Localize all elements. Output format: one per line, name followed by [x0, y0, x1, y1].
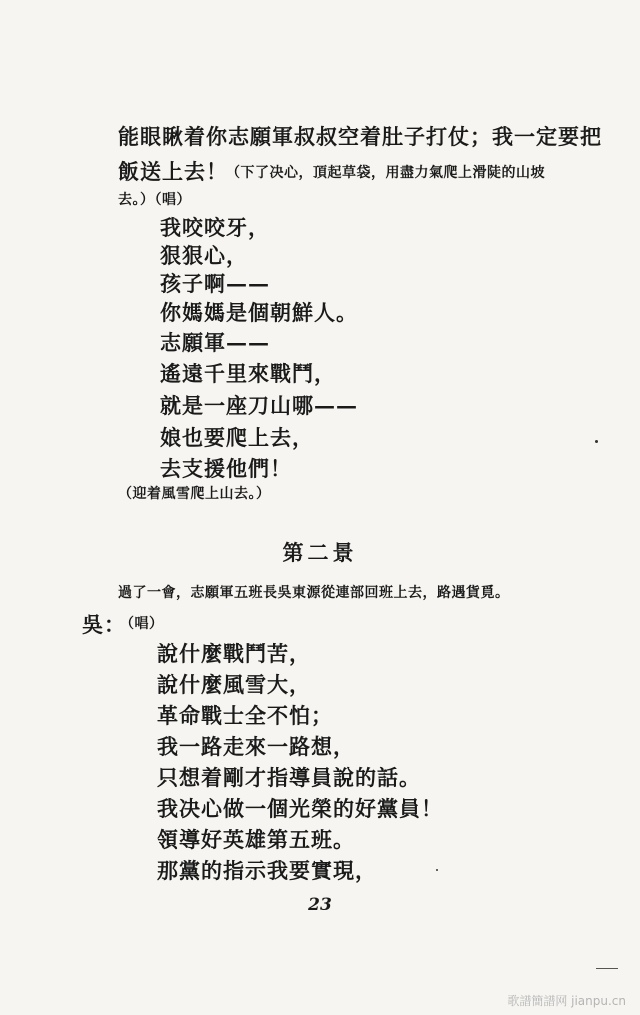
song-line: 領導好英雄第五班。	[157, 827, 355, 852]
stage-direction: （迎着風雪爬上山去。）	[118, 486, 271, 502]
song-line: 我一路走來一路想，	[157, 734, 355, 759]
page-number: 23	[308, 895, 332, 915]
scene-title: 第二景	[282, 540, 358, 565]
song-line: 我决心做一個光榮的好黨員！	[157, 796, 443, 821]
song-line: 那黨的指示我要實現，	[157, 858, 377, 883]
scene-stage-direction: 過了一會，志願軍五班長吳東源從連部回班上去，路遇貨覓。	[118, 585, 510, 601]
song-line: 說什麼風雪大，	[157, 672, 311, 697]
song-line: 遙遠千里來戰鬥，	[160, 361, 336, 386]
dialogue-line-2: 飯送上去！	[118, 159, 228, 184]
scan-speck	[436, 869, 438, 871]
song-line: 我咬咬牙，	[160, 215, 270, 240]
dialogue-line-1: 能眼瞅着你志願軍叔叔空着肚子打仗；我一定要把	[118, 124, 602, 149]
song-line: 志願軍——	[160, 330, 270, 355]
stage-direction-inline: （下了决心，頂起草袋，用盡力氣爬上滑陡的山坡	[226, 165, 545, 181]
song-line: 就是一座刀山哪——	[160, 393, 358, 418]
site-watermark: 歌譜簡譜网 jianpu.cn	[507, 994, 626, 1008]
song-line: 革命戰士全不怕；	[157, 703, 333, 728]
song-line: 只想着剛才指導員說的話。	[157, 765, 421, 790]
song-line: 去支援他們！	[160, 456, 292, 481]
song-line: 說什麼戰鬥苦，	[157, 641, 311, 666]
song-line: 孩子啊——	[160, 271, 270, 296]
speaker-cue: （唱）	[120, 616, 164, 632]
scan-speck	[595, 440, 598, 443]
song-line: 娘也要爬上去，	[160, 425, 314, 450]
scan-mark	[596, 968, 618, 969]
song-line: 你媽媽是個朝鮮人。	[160, 300, 358, 325]
stage-direction-end: 去。）（唱）	[118, 192, 191, 208]
speaker-name: 吳：	[82, 612, 126, 637]
song-line: 狠狠心，	[160, 243, 248, 268]
